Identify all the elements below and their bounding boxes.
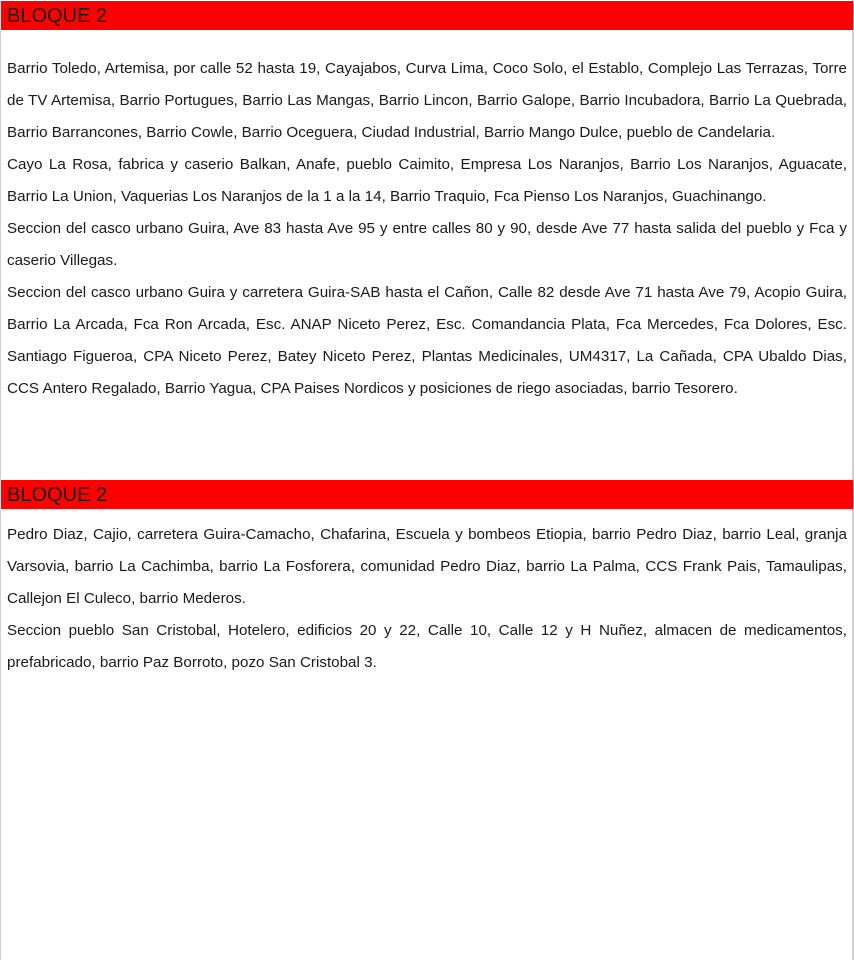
paragraph: Seccion del casco urbano Guira, Ave 83 hasta Ave 95 y entre calles 80 y 90, desde Ave 77 hasta salida del pueblo y Fca y caserio Villegas. <box>7 220 847 269</box>
bloque-section-2 <box>1 480 853 679</box>
paragraph: Seccion del casco urbano Guira y carretera Guira-SAB hasta el Cañon, Calle 82 desde Ave 71 hasta Ave 79, Acopio Guira, Barrio La Arcada, Fca Ron Arcada, Esc. ANAP Niceto Perez, Esc. Comandancia Plata, Fca Mercedes, Fca Dolores, Esc. Santiago Figueroa, CPA Niceto Perez, Batey Niceto Perez, Plantas Medicinales, UM4317, La Cañada, CPA Ubaldo Dias, CCS Antero Regalado, Barrio Yagua, CPA Paises Nordicos y posiciones de riego asociadas, barrio Tesorero. <box>7 284 847 397</box>
paragraph: Cayo La Rosa, fabrica y caserio Balkan, Anafe, pueblo Caimito, Empresa Los Naranjos, Barrio Los Naranjos, Aguacate, Barrio La Union, Vaquerias Los Naranjos de la 1 a la 14, Barrio Traquio, Fca Pienso Los Naranjos, Guachinango. <box>7 156 847 205</box>
paragraph: Seccion pueblo San Cristobal, Hotelero, edificios 20 y 22, Calle 10, Calle 12 y H Nuñez, almacen de medicamentos, prefabricado, barrio Paz Borroto, pozo San Cristobal 3. <box>7 622 847 671</box>
bloque-section-1 <box>1 0 853 405</box>
section-body <box>1 509 853 679</box>
paragraph: Barrio Toledo, Artemisa, por calle 52 hasta 19, Cayajabos, Curva Lima, Coco Solo, el Establo, Complejo Las Terrazas, Torre de TV Artemisa, Barrio Portugues, Barrio Las Mangas, Barrio Lincon, Barrio Galope, Barrio Incubadora, Barrio La Quebrada, Barrio Barrancones, Barrio Cowle, Barrio Oceguera, Ciudad Industrial, Barrio Mango Dulce, pueblo de Candelaria. <box>7 60 847 141</box>
paragraph: Pedro Diaz, Cajio, carretera Guira-Camacho, Chafarina, Escuela y bombeos Etiopia, barrio Pedro Diaz, barrio Leal, granja Varsovia, barrio La Cachimba, barrio La Fosforera, comunidad Pedro Diaz, barrio La Palma, CCS Frank Pais, Tamaulipas, Callejon El Culeco, barrio Mederos. <box>7 526 847 607</box>
section-heading: BLOQUE 2 <box>1 1 853 30</box>
section-body <box>1 30 853 405</box>
section-heading: BLOQUE 2 <box>1 480 853 509</box>
